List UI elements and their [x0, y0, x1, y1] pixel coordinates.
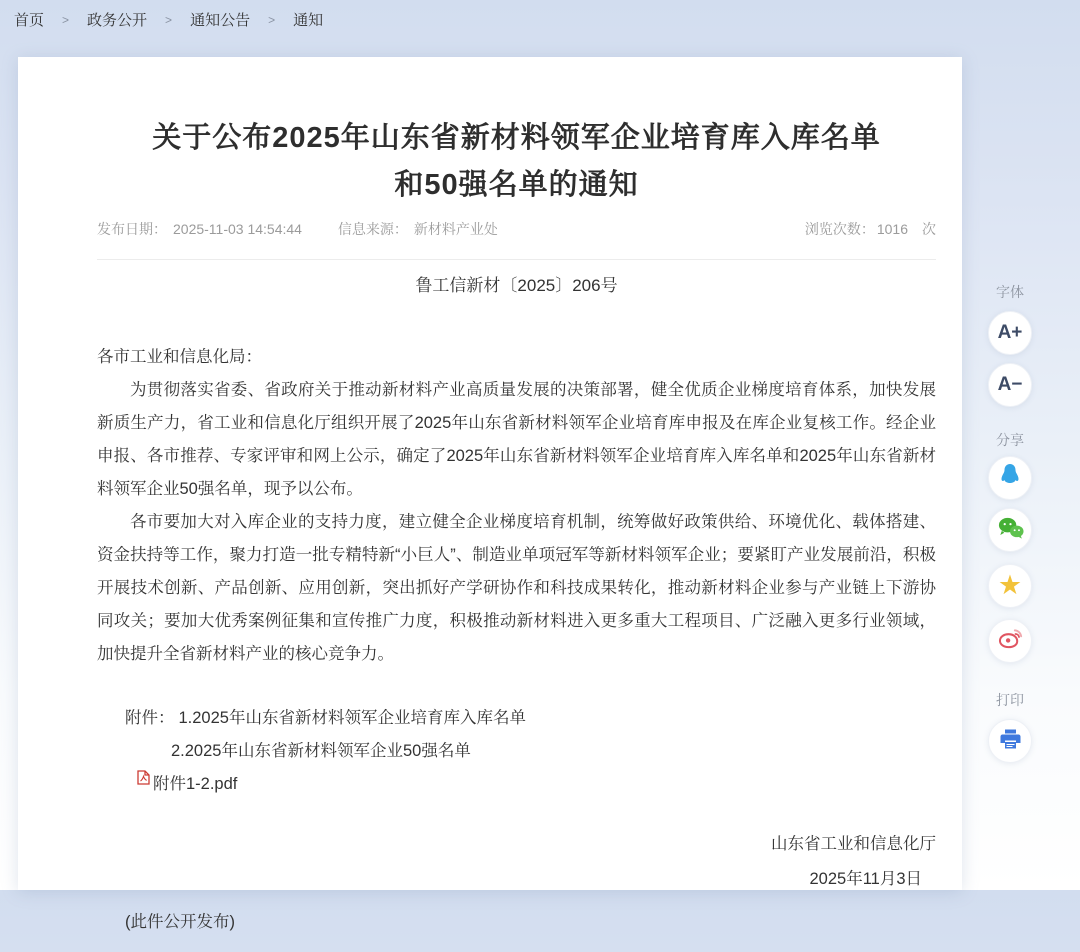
font-decrease-label: A− [997, 374, 1023, 395]
share-label: 分享 [996, 432, 1024, 448]
paragraph: 各市要加大对入库企业的支持力度，建立健全企业梯度培育机制，统筹做好政策供给、环境优化、载体搭建、资金扶持等工作，聚力打造一批专精特新“小巨人”、制造业单项冠军等新材料领军企业；要紧盯产业发展前沿，积极开展技术创新、产品创新、应用创新，突出抓好产学研协作和科技成果转化，推动新材料企业参与产业链上下游协同攻关；要加大优秀案例征集和宣传推广力度，积极推动新材料进入更多重大工程项目、广泛融入更多行业领域，加快提升全省新材料产业的核心竞争力。 [97, 513, 936, 663]
view-count-value: 1016 [876, 221, 908, 237]
attachment-item: 1.2025年山东省新材料领军企业培育库入库名单 [178, 709, 526, 727]
view-count-label: 浏览次数： [804, 221, 875, 237]
print-button[interactable] [988, 719, 1032, 763]
salutation: 各市工业和信息化局： [97, 348, 262, 366]
breadcrumb-separator-icon: > [165, 12, 173, 27]
font-decrease-button[interactable] [988, 363, 1032, 407]
signature-org: 山东省工业和信息化厅 [771, 835, 936, 853]
attachment-file-name: 附件1-2.pdf [153, 775, 238, 793]
font-size-label: 字体 [996, 284, 1024, 300]
meta-divider [97, 259, 936, 260]
article-meta [97, 219, 936, 239]
printer-icon [998, 727, 1023, 756]
signature-block [97, 827, 936, 897]
font-increase-label: A+ [997, 322, 1023, 343]
weibo-icon [998, 627, 1023, 655]
breadcrumb-separator-icon: > [62, 12, 70, 27]
share-weibo-button[interactable] [988, 619, 1032, 663]
info-source-label: 信息来源： [337, 221, 408, 237]
page-title-line2: 和50强名单的通知 [394, 169, 639, 201]
public-release-note: (此件公开发布) [125, 913, 235, 931]
meta-left [97, 219, 530, 239]
publish-date [97, 221, 308, 237]
article-body [97, 341, 936, 671]
view-count-unit: 次 [922, 221, 936, 237]
qq-icon [998, 463, 1022, 494]
side-toolbar [984, 283, 1036, 763]
breadcrumb-item-home[interactable]: 首页 [14, 12, 45, 29]
attachment-line [97, 702, 936, 735]
breadcrumb-item-notice[interactable]: 通知 [293, 12, 324, 29]
attachments-section [97, 702, 936, 801]
print-label: 打印 [996, 692, 1024, 708]
share-wechat-button[interactable] [988, 508, 1032, 552]
page-title-line1: 关于公布2025年山东省新材料领军企业培育库入库名单 [152, 122, 881, 154]
paragraph: 为贯彻落实省委、省政府关于推动新材料产业高质量发展的决策部署，健全优质企业梯度培育体系，加快发展新质生产力，省工业和信息化厅组织开展了2025年山东省新材料领军企业培育库申报及在库企业复核工作。经企业申报、各市推荐、专家评审和网上公示，确定了2025年山东省新材料领军企业培育库入库名单和2025年山东省新材料领军企业50强名单，现予以公布。 [97, 381, 936, 498]
info-source-value: 新材料产业处 [413, 221, 498, 237]
page-title [97, 115, 936, 209]
attachment-line [97, 735, 936, 768]
font-increase-button[interactable] [988, 311, 1032, 355]
attachments-label: 附件： [125, 709, 175, 727]
wechat-icon [997, 516, 1024, 545]
publish-date-value: 2025-11-03 14:54:44 [173, 221, 302, 237]
breadcrumb-separator-icon: > [268, 12, 276, 27]
pdf-icon [137, 764, 150, 797]
document-number: 鲁工信新材〔2025〕206号 [415, 276, 618, 295]
article-card [18, 57, 962, 931]
signature-date: 2025年11月3日 [809, 870, 922, 888]
view-count [805, 219, 936, 239]
qzone-icon: ★ [997, 569, 1023, 600]
breadcrumb-item-notices[interactable]: 通知公告 [190, 12, 251, 29]
attachment-file-link[interactable] [97, 768, 936, 801]
breadcrumb [14, 9, 323, 30]
breadcrumb-item-gov-disclosure[interactable]: 政务公开 [87, 12, 148, 29]
share-qzone-button[interactable] [988, 564, 1032, 608]
share-qq-button[interactable] [988, 456, 1032, 500]
publish-date-label: 发布日期： [97, 221, 167, 237]
attachment-item: 2.2025年山东省新材料领军企业50强名单 [171, 742, 471, 760]
info-source [338, 221, 504, 237]
